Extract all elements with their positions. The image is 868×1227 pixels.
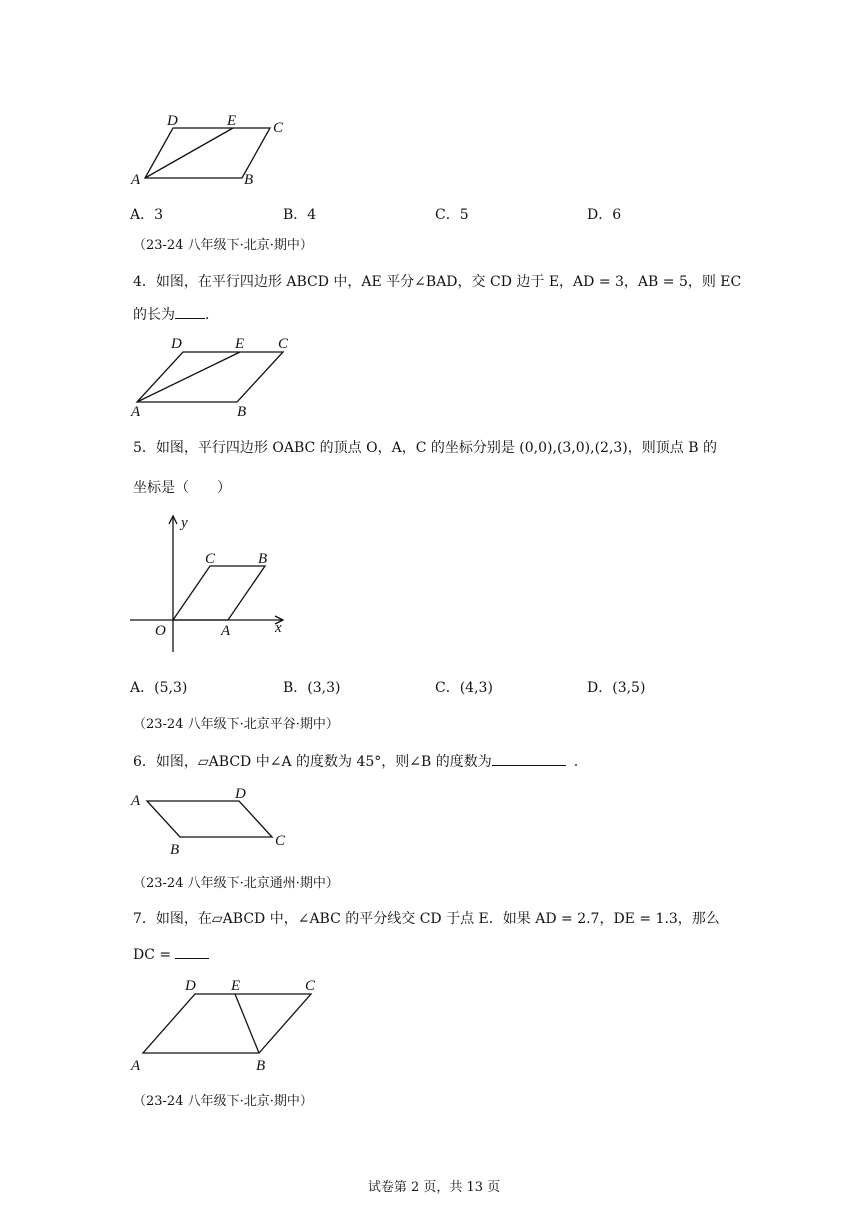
label-y: y	[181, 515, 188, 531]
label-d: D	[171, 336, 182, 352]
label-e: E	[231, 978, 241, 994]
label-c: C	[278, 336, 289, 352]
parallelogram-abcd	[147, 801, 272, 837]
q5-option-b: B．(3,3)	[283, 680, 341, 696]
segment-be	[235, 994, 259, 1053]
question-4-line2: 的长为 .	[133, 304, 209, 325]
figure-q6-parallelogram	[125, 785, 295, 860]
label-c: C	[305, 978, 316, 994]
source-tag-q4: （23-24 八年级下·北京·期中）	[133, 238, 313, 253]
question-5-line1: 5．如图，平行四边形 OABC 的顶点 O，A，C 的坐标分别是 (0,0),(3,0),(2,3)，则顶点 B 的	[133, 440, 717, 456]
q5-option-d: D．(3,5)	[587, 680, 646, 696]
q3-option-b: B．4	[283, 207, 317, 223]
source-tag-q8: （23-24 八年级下·北京·期中）	[133, 1094, 313, 1109]
question-7-line1: 7．如图，在▱ABCD 中，∠ABC 的平分线交 CD 于点 E．如果 AD = 2.7，DE = 1.3，那么	[133, 911, 720, 927]
figure-q7-parallelogram	[125, 972, 335, 1077]
parallelogram-abcd	[145, 128, 270, 178]
source-tag-q6: （23-24 八年级下·北京平谷·期中）	[133, 717, 339, 732]
label-d: D	[185, 978, 196, 994]
label-d: D	[235, 786, 246, 802]
page-footer: 试卷第 2 页，共 13 页	[367, 1180, 501, 1195]
question-5-line2: 坐标是（ ）	[133, 480, 231, 496]
label-c: C	[273, 120, 284, 136]
label-a: A	[221, 623, 231, 639]
label-a: A	[131, 793, 141, 809]
answer-blank-q6[interactable]	[492, 751, 566, 766]
label-b: B	[170, 842, 180, 858]
answer-blank-q4[interactable]	[175, 304, 205, 319]
label-c: C	[275, 833, 286, 849]
segment-ae	[145, 128, 233, 178]
figure-q3-parallelogram	[125, 110, 295, 190]
label-e: E	[227, 113, 237, 129]
label-x: x	[275, 620, 282, 636]
parallelogram-abcd	[143, 994, 311, 1053]
label-b: B	[258, 551, 268, 567]
label-b: B	[256, 1058, 266, 1074]
label-d: D	[167, 113, 178, 129]
q5-option-a: A．(5,3)	[130, 680, 188, 696]
question-7-line2: DC =	[133, 944, 209, 965]
label-a: A	[131, 404, 141, 420]
figure-q5-coordinate-plane	[125, 510, 300, 660]
q3-option-c: C．5	[435, 207, 469, 223]
label-b: B	[237, 404, 247, 420]
parallelogram-abcd	[137, 352, 283, 402]
label-e: E	[235, 336, 245, 352]
source-tag-q7: （23-24 八年级下·北京通州·期中）	[133, 876, 339, 891]
q3-option-a: A．3	[130, 207, 164, 223]
parallelogram-oabc	[173, 566, 265, 620]
label-c: C	[205, 551, 216, 567]
label-o: O	[155, 623, 166, 639]
label-b: B	[244, 172, 254, 188]
answer-blank-q7[interactable]	[175, 944, 209, 959]
question-6: 6．如图，▱ABCD 中∠A 的度数为 45°，则∠B 的度数为 .	[133, 751, 578, 772]
label-a: A	[131, 1058, 141, 1074]
figure-q4-parallelogram	[125, 332, 305, 422]
segment-ae	[137, 352, 240, 402]
q5-option-c: C．(4,3)	[435, 680, 493, 696]
question-4-line1: 4．如图，在平行四边形 ABCD 中，AE 平分∠BAD，交 CD 边于 E，AD = 3，AB = 5，则 EC	[133, 274, 742, 290]
label-a: A	[131, 172, 141, 188]
q3-option-d: D．6	[587, 207, 622, 223]
